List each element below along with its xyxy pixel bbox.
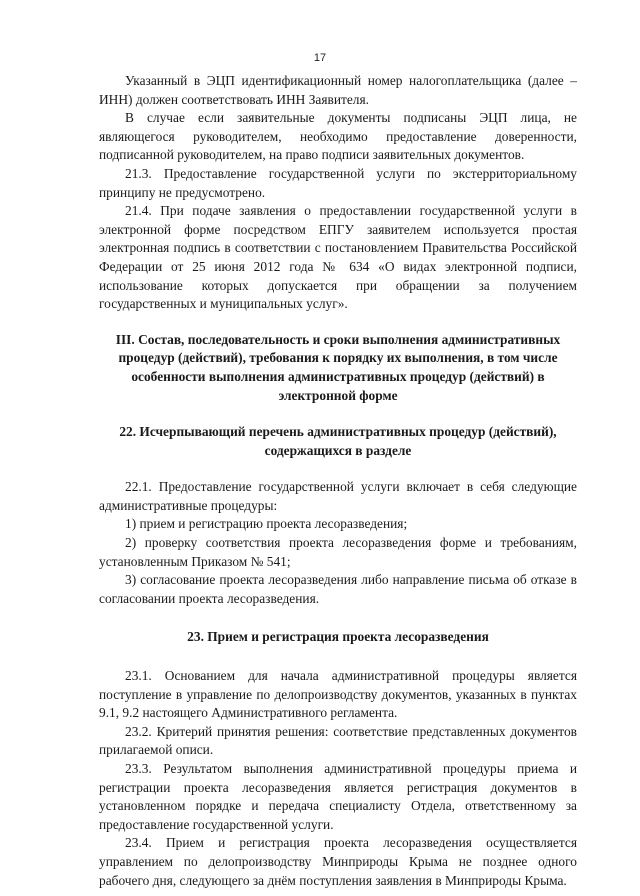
paragraph-23-3: 23.3. Результатом выполнения административной процедуры приема и регистрации проекта лесоразведения является регистрация документов в установленном порядке и передача специалисту Отдела, ответственному за предоставление государственной услуги. — [99, 761, 577, 832]
page-number: 17 — [313, 52, 327, 64]
paragraph-23-2: 23.2. Критерий принятия решения: соответствие представленных документов прилагаемой описи. — [99, 723, 577, 758]
paragraph-21-4: 21.4. При подаче заявления о предоставлении государственной услуги в электронной форме посредством ЕПГУ заявителем используется простая электронная подпись в соответствии с постановлением Правительства Российской Федерации от 25 июня 2012 года № 634 «О видах электронной подписи, использование которых допускается при обращении за получением государственных и муниципальных услуг». — [99, 203, 577, 312]
document-body — [99, 72, 577, 890]
section-heading-iii: III. Состав, последовательность и сроки выполнения административных процедур (действий), требования к порядку их выполнения, в том числе особенности выполнения административных процедур (действий) в электронной форме — [115, 331, 561, 403]
paragraph-22-1: 22.1. Предоставление государственной услуги включает в себя следующие административные процедуры: — [99, 479, 577, 513]
heading-22: 22. Исчерпывающий перечень административных процедур (действий), содержащихся в разделе — [119, 424, 557, 458]
heading-23: 23. Прием и регистрация проекта лесоразведения — [187, 629, 489, 645]
paragraph-power-of-attorney: В случае если заявительные документы подписаны ЭЦП лица, не являющегося руководителем, необходимо предоставление доверенности, подписанной руководителем, на право подписи заявительных документов. — [99, 110, 577, 163]
paragraph-23-4: 23.4. Прием и регистрация проекта лесоразведения осуществляется управлением по делопроизводству Минприроды Крыма не позднее одного рабочего дня, следующего за днём поступления заявления в Минприроды Крыма. — [99, 835, 577, 888]
list-item-1: 1) прием и регистрацию проекта лесоразведения; — [125, 516, 408, 532]
paragraph-inn: Указанный в ЭЦП идентификационный номер налогоплательщика (далее – ИНН) должен соответствовать ИНН Заявителя. — [99, 73, 577, 107]
paragraph-23-1: 23.1. Основанием для начала административной процедуры является поступление в управление по делопроизводству документов, указанных в пунктах 9.1, 9.2 настоящего Административного регламента. — [99, 668, 577, 721]
list-item-3: 3) согласование проекта лесоразведения либо направление письма об отказе в согласовании проекта лесоразведения. — [99, 572, 577, 606]
list-item-2: 2) проверку соответствия проекта лесоразведения форме и требованиям, установленным Приказом № 541; — [99, 535, 577, 569]
paragraph-21-3: 21.3. Предоставление государственной услуги по экстерриториальному принципу не предусмотрено. — [99, 165, 577, 200]
